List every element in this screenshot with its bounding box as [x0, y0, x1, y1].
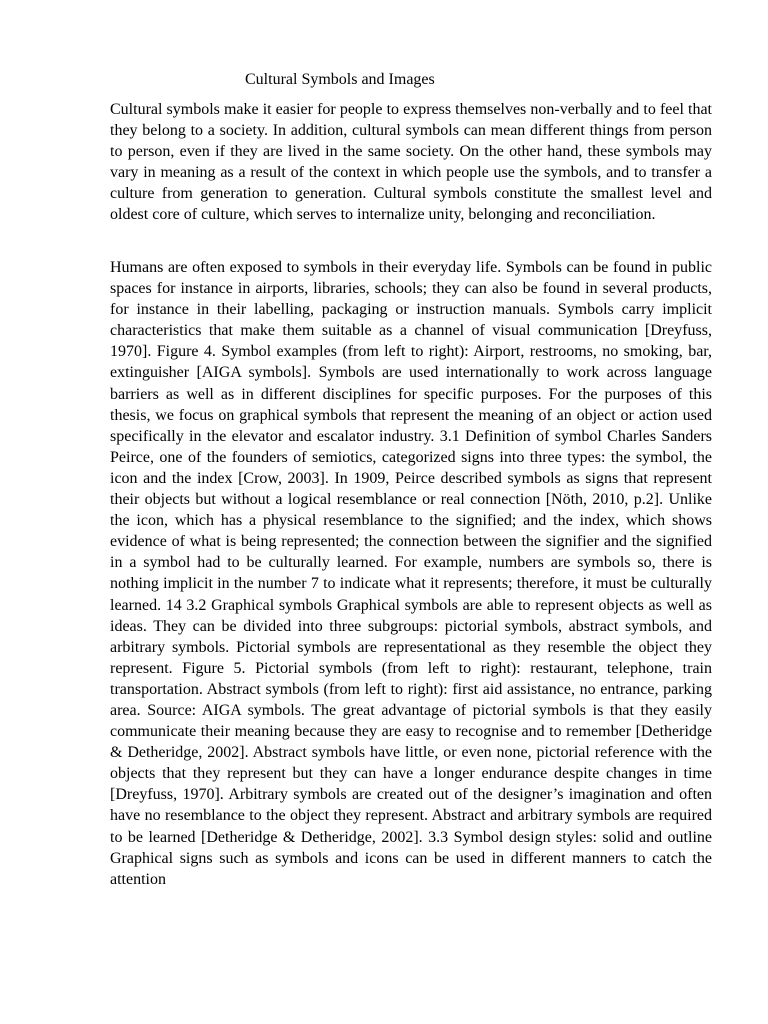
paragraph-cultural-symbols: Cultural symbols make it easier for people to express themselves non-verbally and to feel that they belong to a society. In addition, cultural symbols can mean different things from person to person, even if they are lived in the same society. On the other hand, these symbols may vary in meaning as a result of the context in which people use the symbols, and to transfer a culture from generation to generation. Cultural symbols constitute the smallest level and oldest core of culture, which serves to internalize unity, belonging and reconciliation. — [110, 101, 712, 224]
paragraph-symbols-everyday-life: Humans are often exposed to symbols in their everyday life. Symbols can be found in public spaces for instance in airports, libraries, schools; they can also be found in several products, for instance in their labelling, packaging or instruction manuals. Symbols carry implicit characteristics that make them suitable as a channel of visual communication [Dreyfuss, 1970]. Figure 4. Symbol examples (from left to right): Airport, restrooms, no smoking, bar, extinguisher [AIGA symbols]. Symbols are used internationally to work across language barriers as well as in different disciplines for specific purposes. For the purposes of this thesis, we focus on graphical symbols that represent the meaning of an object or action used specifically in the elevator and escalator industry. 3.1 Definition of symbol Charles Sanders Peirce, one of the founders of semiotics, categorized signs into three types: the symbol, the icon and the index [Crow, 2003]. In 1909, Peirce described symbols as signs that represent their objects but without a logical resemblance or real connection [Nöth, 2010, p.2]. Unlike the icon, which has a physical resemblance to the signified; and the index, which shows evidence of what is being represented; the connection between the signifier and the signified in a symbol had to be culturally learned. For example, numbers are symbols so, there is nothing implicit in the number 7 to indicate what it represents; therefore, it must be culturally learned. 14 3.2 Graphical symbols Graphical symbols are able to represent objects as well as ideas. They can be divided into three subgroups: pictorial symbols, abstract symbols, and arbitrary symbols. Pictorial symbols are representational as they resemble the object they represent. Figure 5. Pictorial symbols (from left to right): restaurant, telephone, train transportation. Abstract symbols (from left to right): first aid assistance, no entrance, parking area. Source: AIGA symbols. The great advantage of pictorial symbols is that they easily communicate their meaning because they are easy to recognise and to remember [Detheridge & Detheridge, 2002]. Abstract symbols have little, or even none, pictorial reference with the objects that they represent but they can have a longer endurance despite changes in time [Dreyfuss, 1970]. Arbitrary symbols are created out of the designer’s imagination and often have no resemblance to the object they represent. Abstract and arbitrary symbols are required to be learned [Detheridge & Detheridge, 2002]. 3.3 Symbol design styles: solid and outline Graphical signs such as symbols and icons can be used in different manners to catch the attention — [110, 259, 712, 888]
document-title: Cultural Symbols and Images — [245, 71, 435, 88]
